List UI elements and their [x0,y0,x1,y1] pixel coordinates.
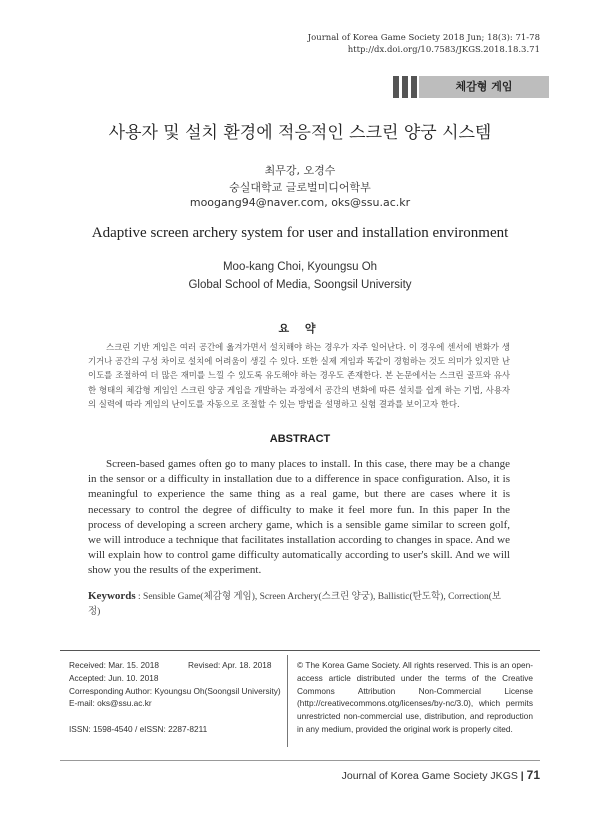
received-date: Received: Mar. 15. 2018 [69,660,159,670]
journal-citation: Journal of Korea Game Society 2018 Jun; 18(3): 71-78 [307,33,540,43]
accepted-date: Accepted: Jun. 10. 2018 [69,672,159,683]
abstract-heading: ABSTRACT [269,433,331,445]
corresponding-email[interactable]: E-mail: oks@ssu.ac.kr [69,698,152,709]
revised-date: Revised: Apr. 18. 2018 [188,660,272,670]
footer-divider [287,655,288,747]
affiliation-english: Global School of Media, Soongsil University [188,279,412,291]
corresponding-author: Corresponding Author: Kyoungsu Oh(Soongsil University) [69,685,281,696]
article-info [69,659,279,736]
paper-title-english: Adaptive screen archery system for user and installation environment [91,225,509,241]
banner-block-mark [393,76,399,98]
summary-korean: 스크린 기반 게임은 여러 공간에 옮겨가면서 설치해야 하는 경우가 자주 일어난다. 이 경우에 센서에 변화가 생기거나 공간의 구성 차이로 설치에 어려움이 생길 수 있다. 또한 실제 게임과 똑같이 경험하는 것도 의미가 있지만 난이도를 조절하여 더 많은 재미를 느낄 수 있도록 유도해야 하는 경우도 존재한다. 본 논문에서는 스크린 골프와 유사한 형태의 체감형 게임인 스크린 양궁 게임을 개발하는 과정에서 공간의 변화에 따른 설치를 쉽게 하는 기법, 사용자의 실력에 따라 게임의 난이도를 자동으로 조절할 수 있는 방법을 설명하고 실험 결과를 보이고자 한다. [88,342,510,409]
summary-heading: 요 약 [278,322,322,335]
copyright-notice: © The Korea Game Society. All rights reserved. This is an open-access article distributed under the terms of the Creative Commons Attribution Non-Commercial License (http://creativecommons.otg/licenses/by-nc/3.0), which permits unrestricted non-commercial use, distribution, and reproduction in any medium, provided the original work is properly cited. [297,660,533,734]
authors-korean: 최무강, 오경수 [264,164,336,177]
paper-title-korean: 사용자 및 설치 환경에 적응적인 스크린 양궁 시스템 [108,123,492,143]
page-number: 71 [526,768,540,782]
category-banner [393,76,549,98]
keywords-label: Keywords [88,590,136,602]
page-bottom-rule [60,760,540,761]
abstract-text: Screen-based games often go to many places to install. In this case, there may be a change in the sensor or a difficulty in installation due to a difference in space configuration. Also, it is meaningful to experience the same thing as a real game, but there are cases where it is necessary to control the degree of difficulty to make it feel more fun. In this paper In the process of developing a screen archery game, which is a sensible game similar to screen golf, we will introduce a technique that facilitates installation according to changes in space. And we will explain how to control game difficulty automatically according to user's skill. And we will show you the results of the experiment. [88,458,510,577]
affiliation-korean: 숭실대학교 글로벌미디어학부 [229,181,371,194]
authors-english: Moo-kang Choi, Kyoungsu Oh [222,261,378,273]
footer-rule [60,650,540,651]
banner-block-mark [411,76,417,98]
issn: ISSN: 1598-4540 / eISSN: 2287-8211 [69,723,208,734]
keywords [88,589,510,619]
footer-journal-name: Journal of Korea Game Society JKGS [341,770,518,782]
banner-block-mark [402,76,408,98]
doi-link[interactable]: http://dx.doi.org/10.7583/JKGS.2018.18.3.71 [347,45,540,55]
category-label: 체감형 게임 [419,76,549,98]
footer-separator: | [520,770,527,782]
keywords-list: : Sensible Game(체감형 게임), Screen Archery(스크린 양궁), Ballistic(탄도학), Correction(보정) [88,592,502,617]
author-emails[interactable]: moogang94@naver.com, oks@ssu.ac.kr [189,196,411,209]
page-footer [342,768,540,782]
